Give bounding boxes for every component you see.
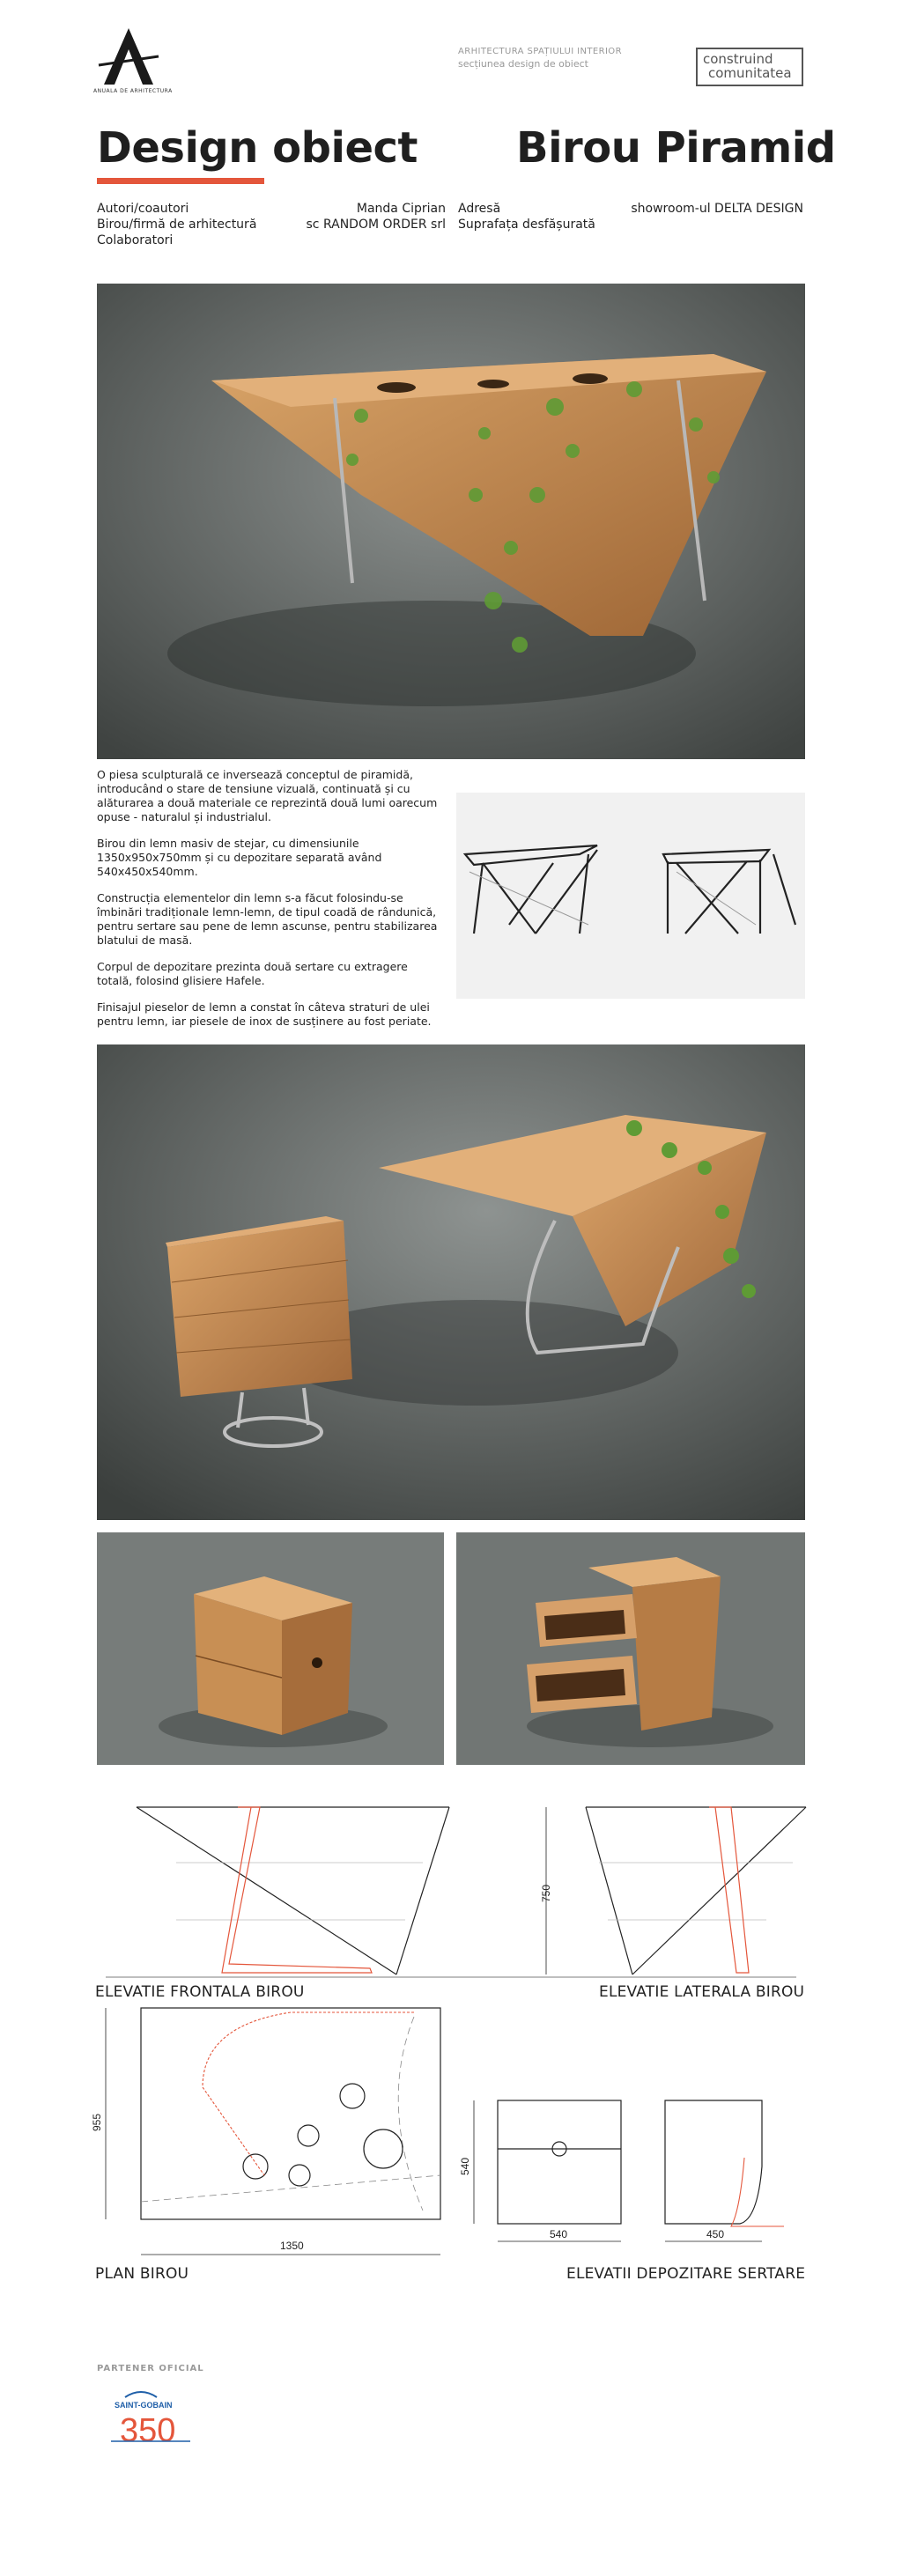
front-elevation-label: ELEVATIE FRONTALA BIROU — [95, 1983, 305, 2001]
section-heading — [458, 46, 622, 70]
info-left-labels — [97, 201, 256, 248]
dim-storage-depth-label: 450 — [706, 2228, 725, 2240]
info-right-values — [599, 201, 803, 217]
title-underline — [97, 178, 264, 184]
cc-logo-line2: comunitatea — [708, 65, 792, 81]
info-label-firm: Birou/firmă de arhitectură — [97, 218, 257, 232]
description-paragraph: Birou din lemn masiv de stejar, cu dimensiunile 1350x950x750mm și cu depozitare separată având 540x450x540mm. — [97, 837, 382, 878]
info-left-values — [264, 201, 446, 233]
lateral-elevation-label: ELEVATIE LATERALA BIROU — [599, 1983, 805, 2001]
page-title: Design obiect — [97, 123, 418, 173]
description-paragraph: Corpul de depozitare prezinta două sertare cu extragere totală, folosind glisiere Hafele. — [97, 960, 408, 987]
description-paragraph: Construcția elementelor din lemn s-a făcut folosindu-se îmbinări tradiționale lemn-lemn, de tipul coadă de rândunică, pentru sertare sau pene de lemn ascunse, pentru stabilizarea blatului de masă. — [97, 891, 438, 947]
info-label-collaborators: Colaboratori — [97, 233, 174, 247]
architecture-annual-logo-icon — [95, 26, 162, 97]
desk-and-storage-photo — [97, 1044, 805, 1520]
storage-closed-photo — [97, 1532, 444, 1765]
project-description — [97, 768, 446, 1041]
storage-open-photo — [456, 1532, 805, 1765]
project-title: Birou Piramid — [516, 123, 836, 173]
technical-drawings — [88, 1788, 814, 2281]
description-paragraph: O piesa sculpturală ce inversează conceptul de piramidă, introducând o stare de tensiune vizuală, continuată și cu alăturarea a două materiale ce reprezintă două lumi oarecum opuse - naturalul și industrialul. — [97, 768, 438, 823]
partner-label: PARTENER OFICIAL — [97, 2364, 204, 2373]
info-label-address: Adresă — [458, 202, 501, 216]
description-paragraph: Finisajul pieselor de lemn a constat în câteva straturi de ulei pentru lemn, iar piesele de inox de susținere au fost periate. — [97, 1000, 432, 1028]
construind-comunitatea-logo — [696, 48, 803, 86]
dim-plan-width-label: 1350 — [280, 2240, 304, 2252]
plan-label: PLAN BIROU — [95, 2265, 189, 2283]
section-category: ARHITECTURA SPAȚIULUI INTERIOR — [458, 47, 622, 56]
info-right-labels — [458, 201, 595, 233]
storage-elevations-label: ELEVATII DEPOZITARE SERTARE — [566, 2265, 806, 2283]
info-label-surface: Suprafața desfășurată — [458, 218, 595, 232]
info-value-firm: sc RANDOM ORDER srl — [306, 218, 446, 232]
desk-photo-main — [97, 284, 805, 759]
info-label-authors: Autori/coautori — [97, 202, 189, 216]
dim-plan-depth-label: 955 — [91, 2113, 103, 2131]
partner-brand: SAINT-GOBAIN — [115, 2401, 173, 2410]
cc-logo-line1: construind — [703, 51, 773, 67]
partner-number: 350 — [120, 2412, 176, 2448]
section-subcategory: secțiunea design de obiect — [458, 58, 588, 70]
dim-storage-height-label: 540 — [459, 2157, 471, 2175]
logo-caption: ANUALA DE ARHITECTURA — [93, 88, 173, 94]
saint-gobain-logo — [106, 2387, 211, 2448]
info-value-authors: Manda Ciprian — [356, 202, 446, 216]
dim-storage-width-label: 540 — [550, 2228, 568, 2240]
info-value-address: showroom-ul DELTA DESIGN — [631, 202, 803, 216]
concept-sketch — [456, 793, 805, 999]
dim-height-label: 750 — [540, 1884, 552, 1902]
